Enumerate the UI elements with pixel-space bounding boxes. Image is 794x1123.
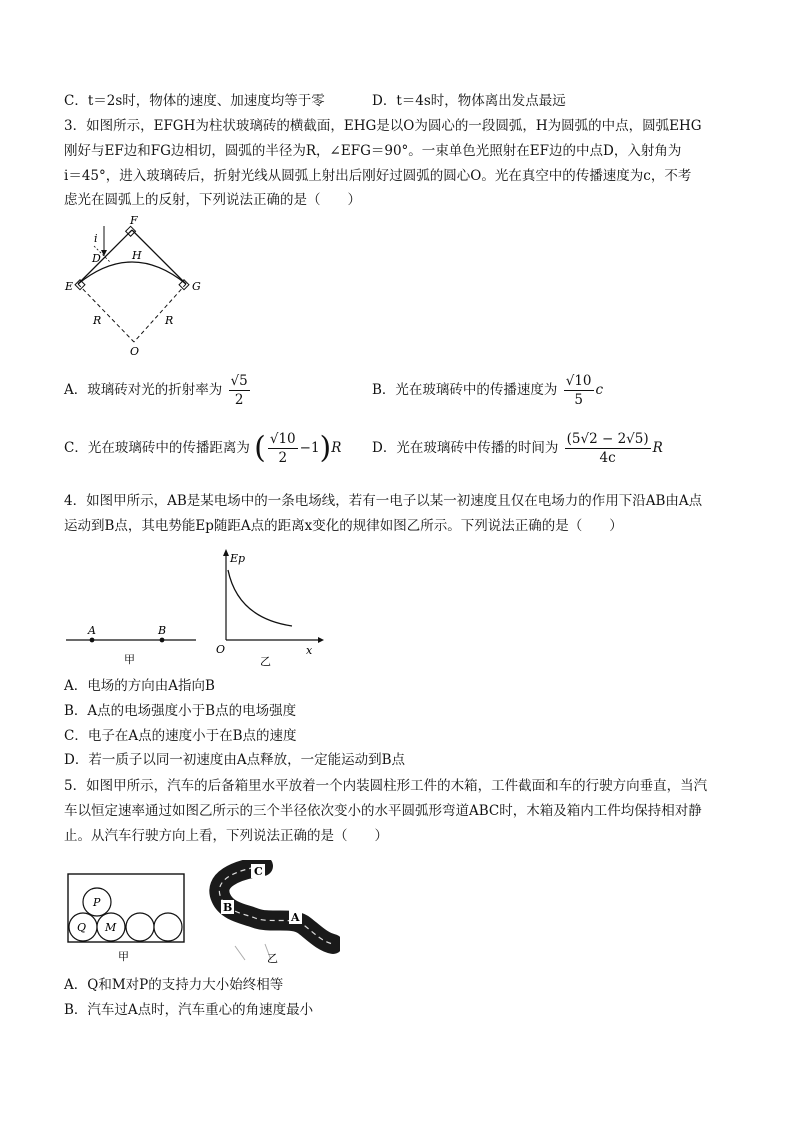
q3-label-d: D <box>92 252 101 265</box>
q5-line-1: 5．如图甲所示，汽车的后备箱里水平放着一个内装圆柱形工件的木箱，工件截面和车的行驶方向垂直，当汽 <box>64 778 708 794</box>
q5-box-figure <box>66 870 188 974</box>
prev-option-c: C．t＝2s时，物体的速度、加速度均等于零 <box>64 93 325 109</box>
q5-label-jia: 甲 <box>118 950 129 963</box>
q4-label-o: O <box>216 643 226 656</box>
q4-field-line-figure <box>62 548 202 677</box>
q3-label-f: F <box>130 214 138 227</box>
q4-label-a: A <box>88 624 96 637</box>
q3-glass-figure <box>60 212 220 364</box>
q3-option-b: B．光在玻璃砖中的传播速度为 $\frac{√10}{5}$ c <box>372 373 604 408</box>
q4-label-b: B <box>158 624 167 637</box>
q3-label-r-left: R <box>93 314 102 327</box>
q5-option-a: A．Q和M对P的支持力大小始终相等 <box>64 977 284 993</box>
q5-line-2: 车以恒定速率通过如图乙所示的三个半径依次变小的水平圆弧形弯道ABC时，木箱及箱内工件均保持相对静 <box>64 803 702 819</box>
q5-label-yi: 乙 <box>267 952 278 965</box>
q5-option-b: B．汽车过A点时，汽车重心的角速度最小 <box>64 1002 314 1018</box>
q3-label-g: G <box>192 280 201 293</box>
q3-label-r-right: R <box>165 314 174 327</box>
q5-label-a: A <box>291 911 300 924</box>
q5-label-c: C <box>254 865 263 878</box>
q3-option-c: C．光在玻璃砖中的传播距离为 ( $\frac{√10}{2}$ −1)R <box>64 430 342 466</box>
q5-label-b: B <box>223 901 233 914</box>
q4-label-jia: 甲 <box>124 653 135 666</box>
q3-option-b-fraction: $\frac{√10}{5}$ <box>565 373 592 408</box>
q3-option-a: A．玻璃砖对光的折射率为 $\frac{√5}{2}$ <box>64 373 248 408</box>
q3-line-1: 3．如图所示，EFGH为柱状玻璃砖的横截面，EHG是以O为圆心的一段圆弧，H为圆弧的中点，圆弧EHG <box>64 118 702 134</box>
prev-option-d: D．t＝4s时，物体离出发点最远 <box>372 93 566 109</box>
q4-label-x: x <box>306 644 313 657</box>
q4-ep-graph <box>210 548 325 677</box>
q4-line-2: 运动到B点，其电势能Ep随距A点的距离x变化的规律如图乙所示。下列说法正确的是（ ） <box>64 518 623 534</box>
q4-option-d: D．若一质子以同一初速度由A点释放，一定能运动到B点 <box>64 752 405 768</box>
q5-label-p: P <box>93 896 101 909</box>
q3-line-3: i＝45°，进入玻璃砖后，折射光线从圆弧上射出后刚好过圆弧的圆心O。光在真空中的传播速度为c，不考 <box>64 168 692 184</box>
q3-option-c-fraction: $\frac{√10}{2}$ <box>269 431 296 466</box>
q4-label-ep: Ep <box>230 552 246 565</box>
q4-option-c: C．电子在A点的速度小于在B点的速度 <box>64 728 297 744</box>
q5-label-m: M <box>105 921 117 934</box>
q4-line-1: 4．如图甲所示，AB是某电场中的一条电场线，若有一电子以某一初速度且仅在电场力的作用下沿AB由A点 <box>64 493 703 509</box>
q5-label-q: Q <box>77 921 87 934</box>
q4-option-b: B．A点的电场强度小于B点的电场强度 <box>64 703 297 719</box>
q5-line-3: 止。从汽车行驶方向上看，下列说法正确的是（ ） <box>64 828 388 844</box>
q3-option-d-fraction: $\frac{(5√2 - 2√5)}{4c}$ <box>566 431 649 466</box>
q3-option-a-fraction: $\frac{√5}{2}$ <box>230 373 248 408</box>
q3-line-2: 刚好与EF边和FG边相切，圆弧的半径为R，∠EFG＝90°。一束单色光照射在EF边的中点D，入射角为 <box>64 143 682 159</box>
q4-label-yi: 乙 <box>260 655 271 668</box>
q3-label-h: H <box>132 249 142 262</box>
q4-option-a: A．电场的方向由A指向B <box>64 678 215 694</box>
q3-label-e: E <box>65 280 74 293</box>
q3-label-o: O <box>130 345 140 358</box>
q3-option-d: D．光在玻璃砖中传播的时间为 $\frac{(5√2 - 2√5)}{4c}$ R <box>372 431 663 466</box>
q3-line-4: 虑光在圆弧上的反射，下列说法正确的是（ ） <box>64 192 361 208</box>
q3-label-i: i <box>94 232 98 245</box>
q5-road-figure <box>205 860 340 969</box>
